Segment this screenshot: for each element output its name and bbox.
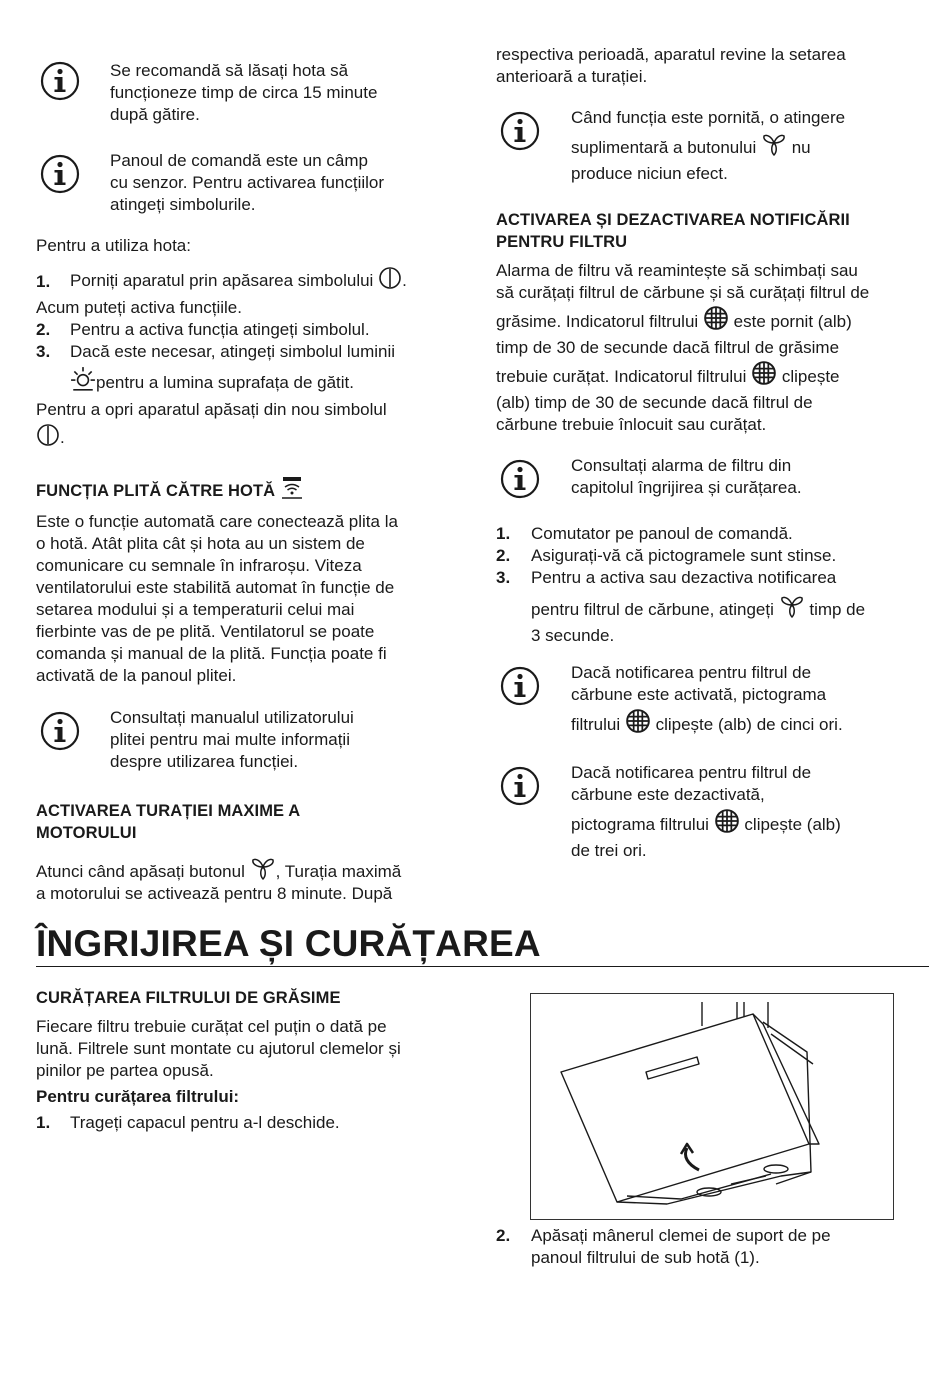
step-number: 1. bbox=[36, 1113, 51, 1132]
step-number: 3. bbox=[496, 568, 511, 587]
body-line: fierbinte vas de pe plită. Ventilatorul se poate bbox=[36, 622, 375, 641]
body-line: setarea modului și a temperaturii celui mai bbox=[36, 600, 355, 619]
body-line: cărbune trebuie înlocuit sau curățat. bbox=[496, 415, 767, 434]
section-heading-grease-filter: CURĂȚAREA FILTRULUI DE GRĂSIME bbox=[36, 989, 341, 1007]
info-icon bbox=[40, 711, 80, 751]
punct: . bbox=[60, 428, 65, 447]
section-heading-filter-notification bbox=[496, 209, 850, 253]
chapter-title: ÎNGRIJIREA ȘI CURĂȚAREA bbox=[36, 923, 541, 964]
note-line: atingeți simbolurile. bbox=[110, 195, 256, 214]
step-number: 3. bbox=[36, 342, 51, 361]
note-line bbox=[571, 131, 845, 163]
stop-symbol-line bbox=[36, 423, 65, 452]
note-line: de trei ori. bbox=[571, 841, 647, 860]
step-line: Apăsați mânerul clemei de suport de pe bbox=[531, 1226, 831, 1245]
note-text: nu bbox=[791, 138, 811, 157]
punct: . bbox=[402, 271, 407, 290]
section-heading-max-speed bbox=[36, 800, 300, 844]
body-text: Atunci când apăsați butonul bbox=[36, 862, 245, 881]
step-power-on bbox=[70, 266, 407, 295]
filter-grid-icon bbox=[714, 808, 740, 834]
note-line bbox=[571, 808, 841, 840]
step-text: pentru filtrul de cărbune, atingeți bbox=[531, 600, 774, 619]
heading-line: ACTIVAREA TURAȚIEI MAXIME A bbox=[36, 802, 301, 820]
step-open-cover: Trageți capacul pentru a-l deschide. bbox=[70, 1113, 340, 1132]
note-line: Când funcția este pornită, o atingere bbox=[571, 108, 846, 127]
step-line bbox=[531, 593, 865, 625]
body-line bbox=[496, 360, 869, 392]
stop-instruction: Pentru a opri aparatul apăsați din nou simbolul bbox=[36, 400, 387, 419]
note-line: Consultați manualul utilizatorului bbox=[110, 708, 354, 727]
step-line: 3 secunde. bbox=[531, 626, 615, 645]
max-speed-body-a bbox=[36, 855, 401, 886]
body-line: pinilor pe partea opusă. bbox=[36, 1061, 214, 1080]
body-text: este pornit (alb) bbox=[733, 312, 852, 331]
filter-grid-icon bbox=[751, 360, 777, 386]
step-text: Porniți aparatul prin apăsarea simbolului bbox=[70, 271, 374, 290]
note-line: plitei pentru mai multe informații bbox=[110, 730, 350, 749]
note-line: Consultați alarma de filtru din bbox=[571, 456, 792, 475]
grease-filter-body bbox=[36, 1016, 401, 1082]
after-step-text: Acum puteți activa funcțiile. bbox=[36, 298, 242, 317]
power-icon bbox=[378, 266, 402, 290]
note-line: capitolul îngrijirea și curățarea. bbox=[571, 478, 802, 497]
step-number: 2. bbox=[496, 1226, 511, 1245]
body-line: timp de 30 de secunde dacă filtrul de grăsime bbox=[496, 338, 840, 357]
step-switch: Comutator pe panoul de comandă. bbox=[531, 524, 793, 543]
section-heading-hob2hood bbox=[36, 476, 304, 506]
body-text: clipește bbox=[781, 367, 840, 386]
step-number: 1. bbox=[36, 272, 51, 291]
step-toggle-notification bbox=[531, 567, 865, 647]
body-line: anterioară a turației. bbox=[496, 67, 648, 86]
body-text: grăsime. Indicatorul filtrului bbox=[496, 312, 699, 331]
step-number: 1. bbox=[496, 524, 511, 543]
step-line: Pentru a activa sau dezactiva notificarea bbox=[531, 568, 837, 587]
step-number: 2. bbox=[36, 320, 51, 339]
info-icon bbox=[500, 666, 540, 706]
step-light-b bbox=[70, 366, 354, 397]
body-line: respectiva perioadă, aparatul revine la setarea bbox=[496, 45, 846, 64]
info-note-boost bbox=[571, 107, 845, 185]
heading-text: FUNCȚIA PLITĂ CĂTRE HOTĂ bbox=[36, 482, 276, 500]
heading-line: ACTIVAREA ȘI DEZACTIVAREA NOTIFICĂRII bbox=[496, 211, 850, 229]
info-icon bbox=[500, 766, 540, 806]
title-divider bbox=[36, 966, 929, 967]
body-line: lună. Filtrele sunt montate cu ajutorul clemelor și bbox=[36, 1039, 401, 1058]
info-note-hob-manual bbox=[110, 707, 354, 773]
note-line: cărbune este activată, pictograma bbox=[571, 685, 827, 704]
info-icon bbox=[40, 61, 80, 101]
body-line: Este o funcție automată care conectează plita la bbox=[36, 512, 398, 531]
note-line: cărbune este dezactivată, bbox=[571, 785, 765, 804]
continuation-text bbox=[496, 44, 846, 88]
step-light-a: Dacă este necesar, atingeți simbolul luminii bbox=[70, 342, 396, 361]
step-line: panoul filtrului de sub hotă (1). bbox=[531, 1248, 760, 1267]
usage-intro: Pentru a utiliza hota: bbox=[36, 236, 191, 255]
step-activate: Pentru a activa funcția atingeți simbolul. bbox=[70, 320, 370, 339]
step-number: 2. bbox=[496, 546, 511, 565]
body-line: Alarma de filtru vă reamintește să schimbați sau bbox=[496, 261, 858, 280]
note-line: Panoul de comandă este un câmp bbox=[110, 151, 369, 170]
body-line: comanda și manual de la plită. Funcția poate fi bbox=[36, 644, 387, 663]
fan-boost-icon bbox=[779, 593, 805, 619]
info-note-filter-alarm bbox=[571, 455, 802, 499]
note-text: suplimentară a butonului bbox=[571, 138, 757, 157]
body-line: ventilatorului este stabilită automat în funcție de bbox=[36, 578, 395, 597]
note-line: cu senzor. Pentru activarea funcțiilor bbox=[110, 173, 385, 192]
info-note-activated bbox=[571, 662, 843, 740]
note-line bbox=[571, 708, 843, 740]
fan-boost-icon bbox=[250, 855, 276, 881]
power-icon bbox=[36, 423, 60, 447]
body-line: activată de la panoul plitei. bbox=[36, 666, 237, 685]
step-icons-off: Asigurați-vă că pictogramele sunt stinse. bbox=[531, 546, 837, 565]
hood-illustration bbox=[530, 993, 894, 1220]
info-icon bbox=[500, 459, 540, 499]
note-text: pictograma filtrului bbox=[571, 815, 709, 834]
subheading-cleaning: Pentru curățarea filtrului: bbox=[36, 1087, 240, 1106]
body-line: Fiecare filtru trebuie curățat cel puțin o dată pe bbox=[36, 1017, 387, 1036]
step-text: timp de bbox=[809, 600, 866, 619]
hood-drawing bbox=[531, 994, 893, 1219]
note-line: Dacă notificarea pentru filtrul de bbox=[571, 763, 812, 782]
note-line: Se recomandă să lăsați hota să bbox=[110, 61, 349, 80]
note-line: după gătire. bbox=[110, 105, 200, 124]
heading-line: PENTRU FILTRU bbox=[496, 233, 628, 251]
body-text: trebuie curățat. Indicatorul filtrului bbox=[496, 367, 747, 386]
info-note-cooling bbox=[110, 60, 377, 126]
note-line: Dacă notificarea pentru filtrul de bbox=[571, 663, 812, 682]
light-icon bbox=[70, 366, 96, 392]
step-press-clip bbox=[531, 1225, 831, 1269]
body-line: să curățați filtrul de cărbune și să curățați filtrul de bbox=[496, 283, 870, 302]
filter-alarm-body bbox=[496, 260, 869, 436]
body-line: (alb) timp de 30 de secunde dacă filtrul de bbox=[496, 393, 813, 412]
max-speed-body-b: a motorului se activează pentru 8 minute. După bbox=[36, 884, 393, 903]
filter-grid-icon bbox=[625, 708, 651, 734]
hob-to-hood-icon bbox=[280, 476, 304, 500]
body-line: comunicare cu semnale în infraroșu. Viteza bbox=[36, 556, 362, 575]
note-text: filtrului bbox=[571, 715, 621, 734]
body-line bbox=[496, 305, 869, 337]
note-text: clipește (alb) de cinci ori. bbox=[655, 715, 843, 734]
note-line: produce niciun efect. bbox=[571, 164, 728, 183]
body-line: o hotă. Atât plita cât și hota au un sistem de bbox=[36, 534, 365, 553]
body-text: , Turația maximă bbox=[275, 862, 402, 881]
filter-grid-icon bbox=[703, 305, 729, 331]
note-text: clipește (alb) bbox=[744, 815, 841, 834]
fan-boost-icon bbox=[761, 131, 787, 157]
info-icon bbox=[40, 154, 80, 194]
info-note-sensor bbox=[110, 150, 384, 216]
note-line: funcționeze timp de circa 15 minute bbox=[110, 83, 378, 102]
info-note-deactivated bbox=[571, 762, 841, 862]
hob2hood-body bbox=[36, 511, 398, 687]
info-icon bbox=[500, 111, 540, 151]
step-text: pentru a lumina suprafața de gătit. bbox=[96, 373, 354, 392]
note-line: despre utilizarea funcției. bbox=[110, 752, 299, 771]
heading-line: MOTORULUI bbox=[36, 824, 137, 842]
